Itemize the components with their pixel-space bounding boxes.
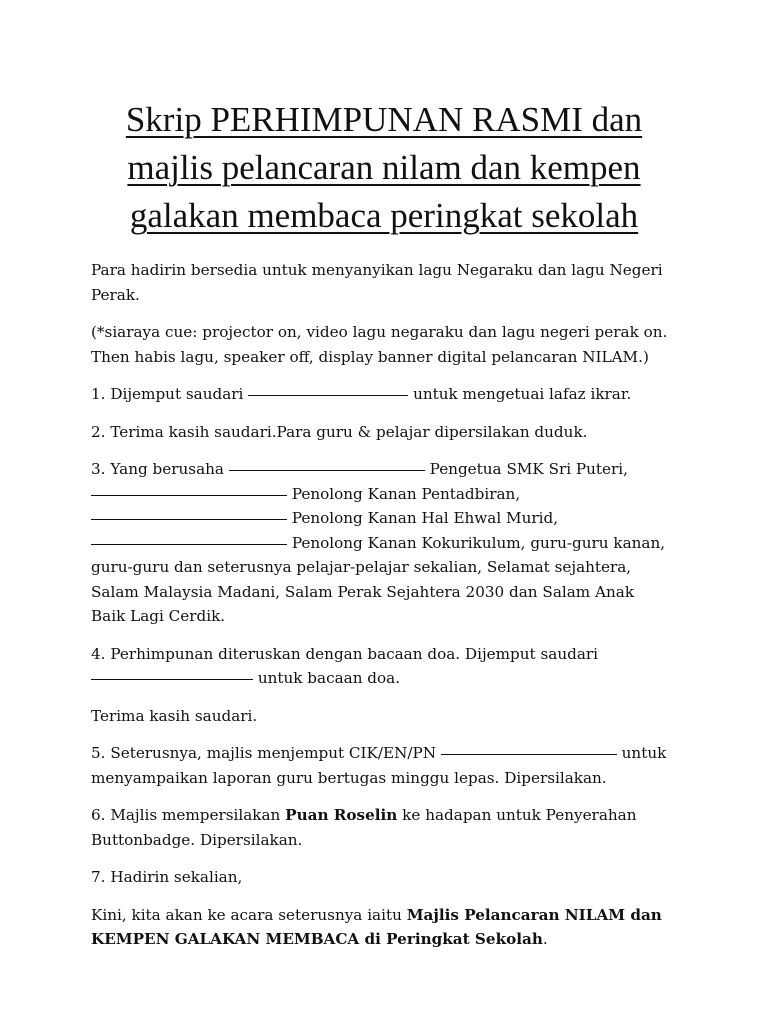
paragraph-item-7: 7. Hadirin sekalian, <box>91 868 243 886</box>
title-line-3: galakan membaca peringkat sekolah <box>129 196 639 235</box>
paragraph-anthem: Para hadirin bersedia untuk menyanyikan lagu Negaraku dan lagu Negeri Perak. <box>91 261 663 304</box>
paragraph-cue: (*siaraya cue: projector on, video lagu negaraku dan lagu negeri perak on. Then habis lagu, speaker off, display banner digital pelancaran NILAM.) <box>91 323 668 366</box>
text: untuk mengetuai lafaz ikrar. <box>408 385 632 403</box>
paragraph-item-1 <box>91 382 671 407</box>
title-line-1: Skrip PERHIMPUNAN RASMI dan <box>125 100 643 139</box>
blank-line <box>91 495 287 496</box>
paragraph-nilam <box>91 903 671 952</box>
text: 6. Majlis mempersilakan <box>91 806 286 824</box>
text: 5. Seterusnya, majlis menjemput CIK/EN/PN <box>91 744 441 762</box>
paragraph-item-2: 2. Terima kasih saudari.Para guru & pelajar dipersilakan duduk. <box>91 422 588 441</box>
text: ke hadapan untuk Penyerahan Buttonbadge. Dipersilakan. <box>91 806 637 849</box>
paragraph-item-4 <box>91 642 671 691</box>
text: Penolong Kanan Pentadbiran, <box>287 484 521 503</box>
blank-line <box>229 470 425 471</box>
text: Penolong Kanan Kokurikulum, guru-guru kanan, guru-guru dan seterusnya pelajar-pelajar sekalian, Selamat sejahtera, Salam Malaysia Madani, Salam Perak Sejahtera 2030 dan Salam Anak Baik Lagi Cerdik. <box>91 533 666 625</box>
paragraph-item-5 <box>91 741 671 790</box>
document-body <box>91 258 671 965</box>
blank-line <box>441 754 617 755</box>
title-line-2: majlis pelancaran nilam dan kempen <box>127 148 641 187</box>
text: Pengetua SMK Sri Puteri, <box>424 460 628 478</box>
blank-line <box>91 519 287 520</box>
bold-name: Puan Roselin <box>285 806 398 824</box>
text: untuk menyampaikan laporan guru bertugas minggu lepas. Dipersilakan. <box>91 744 667 787</box>
text: 4. Perhimpunan diteruskan dengan bacaan doa. Dijemput saudari <box>91 644 599 663</box>
text: untuk bacaan doa. <box>253 669 401 687</box>
blank-line <box>91 679 253 680</box>
paragraph-item-6 <box>91 803 671 852</box>
blank-line <box>248 395 408 396</box>
text: 1. Dijemput saudari <box>91 385 249 403</box>
paragraph-item-3 <box>91 457 671 629</box>
text: Kini, kita akan ke acara seterusnya iaitu <box>91 905 407 924</box>
bold-event: Majlis Pelancaran NILAM dan KEMPEN GALAKAN MEMBACA di Peringkat Sekolah <box>91 905 662 948</box>
blank-line <box>91 544 287 545</box>
text: 3. Yang berusaha <box>91 460 229 478</box>
text: Penolong Kanan Hal Ehwal Murid, <box>287 509 559 527</box>
document-title <box>60 96 708 240</box>
text: . <box>542 930 548 948</box>
paragraph-thanks: Terima kasih saudari. <box>91 706 258 725</box>
